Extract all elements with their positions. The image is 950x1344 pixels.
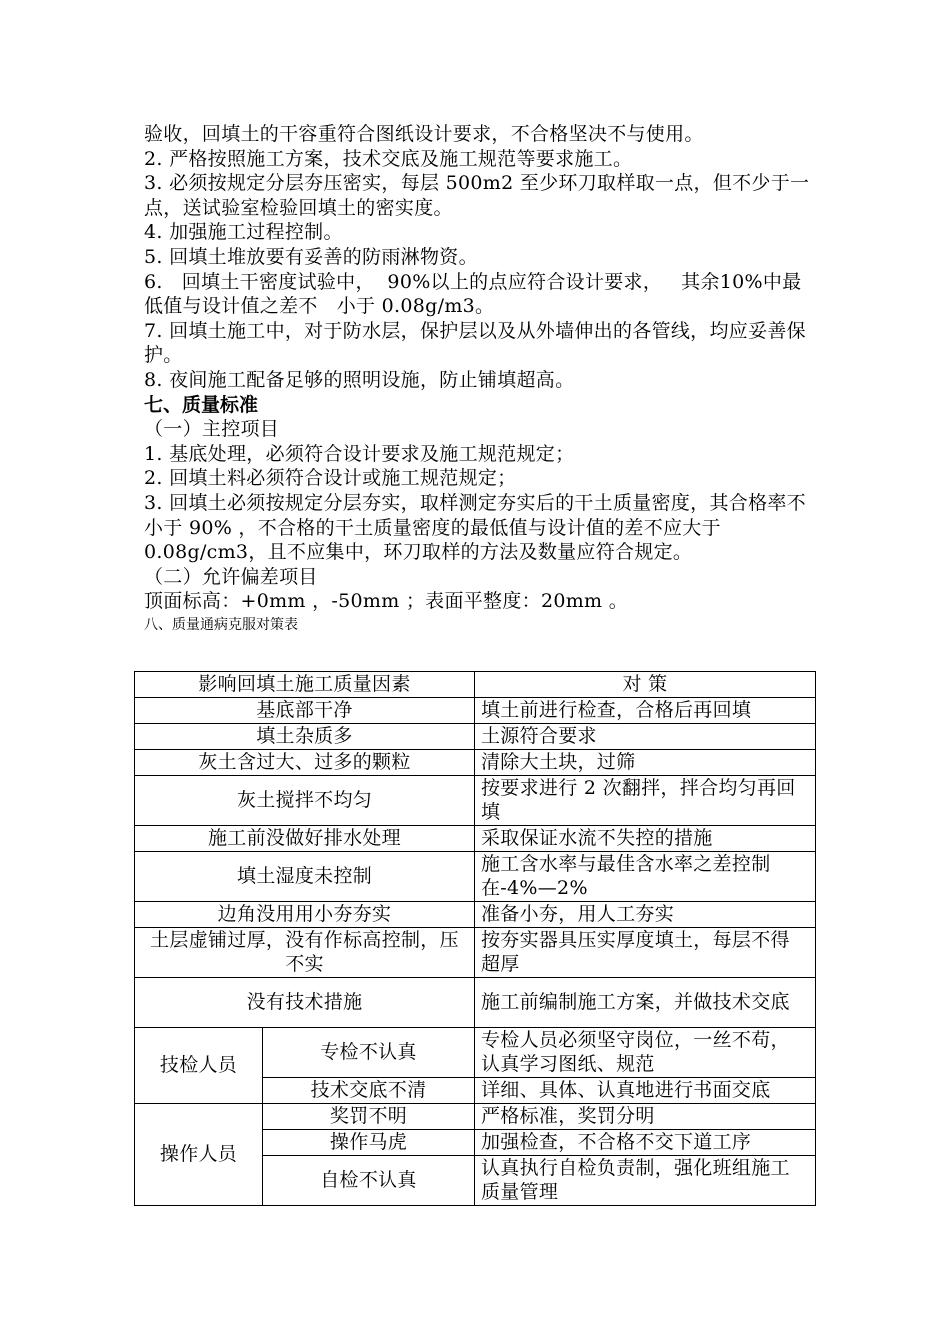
measure-cell: 严格标准，奖罚分明 — [475, 1104, 816, 1130]
paragraph: 2. 严格按照施工方案，技术交底及施工规范等要求施工。 — [144, 147, 633, 170]
factor-cell: 技术交底不清 — [263, 1078, 475, 1104]
factor-cell: 操作马虎 — [263, 1130, 475, 1156]
measure-cell: 专检人员必须坚守岗位，一丝不苟，认真学习图纸、规范 — [475, 1028, 816, 1078]
paragraph: 3. 必须按规定分层夯压密实，每层 500m2 至少环刀取样取一点，但不少于一点，送试验室检验回填土的密实度。 — [144, 172, 810, 219]
measure-cell: 按夯实器具压实厚度填土，每层不得超厚 — [475, 928, 816, 978]
measure-cell: 施工含水率与最佳含水率之差控制在-4%—2% — [475, 852, 816, 902]
header-measure: 对 策 — [475, 672, 816, 698]
subsection-heading: （一）主控项目 — [144, 418, 280, 441]
factor-cell: 专检不认真 — [263, 1028, 475, 1078]
paragraph: 7. 回填土施工中，对于防水层，保护层以及从外墙伸出的各管线，均应妥善保护。 — [144, 319, 806, 367]
table-header-row — [135, 672, 816, 698]
table-row — [135, 724, 816, 750]
subsection-heading: （二）允许偏差项目 — [144, 565, 318, 588]
measure-cell: 按要求进行 2 次翻拌，拌合均匀再回填 — [475, 776, 816, 826]
factor-cell: 土层虚铺过厚，没有作标高控制，压不实 — [135, 928, 475, 978]
header-factor: 影响回填土施工质量因素 — [135, 672, 475, 698]
table-caption: 八、质量通病克服对策表 — [144, 616, 298, 633]
measure-cell: 土源符合要求 — [475, 724, 816, 750]
measure-cell: 施工前编制施工方案，并做技术交底 — [475, 978, 816, 1028]
countermeasure-table — [134, 671, 816, 1206]
paragraph: 顶面标高：+0mm ，-50mm ；表面平整度：20mm 。 — [144, 590, 629, 613]
factor-cell: 奖罚不明 — [263, 1104, 475, 1130]
table-row — [135, 750, 816, 776]
factor-cell: 施工前没做好排水处理 — [135, 826, 475, 852]
measure-cell: 认真执行自检负责制，强化班组施工质量管理 — [475, 1156, 816, 1206]
table-row — [135, 1104, 816, 1130]
measure-cell: 详细、具体、认真地进行书面交底 — [475, 1078, 816, 1104]
document-body — [144, 122, 814, 636]
paragraph: 5. 回填土堆放要有妥善的防雨淋物资。 — [144, 245, 478, 268]
factor-cell: 填土杂质多 — [135, 724, 475, 750]
table-row — [135, 776, 816, 826]
measure-cell: 填土前进行检查，合格后再回填 — [475, 698, 816, 724]
paragraph: 8. 夜间施工配备足够的照明设施，防止铺填超高。 — [144, 368, 575, 391]
factor-cell: 自检不认真 — [263, 1156, 475, 1206]
paragraph: 3. 回填土必须按规定分层夯实，取样测定夯实后的干土质量密度，其合格率不小于 90% ，不合格的干土质量密度的最低值与设计值的差不应大于 0.08g/cm3，且不应集中，环刀取样的方法及数量应符合规定。 — [144, 491, 806, 564]
paragraph: 2. 回填土料必须符合设计或施工规范规定； — [144, 467, 517, 490]
table-row — [135, 902, 816, 928]
paragraph: 验收，回填土的干容重符合图纸设计要求，不合格坚决不与使用。 — [144, 123, 704, 145]
table-row — [135, 826, 816, 852]
table-row — [135, 698, 816, 724]
factor-cell: 边角没用用小夯夯实 — [135, 902, 475, 928]
table-row — [135, 1028, 816, 1078]
section-heading: 七、质量标准 — [144, 393, 259, 416]
measure-cell: 清除大土块，过筛 — [475, 750, 816, 776]
table-row — [135, 852, 816, 902]
measure-cell: 加强检查，不合格不交下道工序 — [475, 1130, 816, 1156]
factor-cell: 填土湿度未控制 — [135, 852, 475, 902]
paragraph: 6. 回填土干密度试验中， 90%以上的点应符合设计要求， 其余10%中最低值与设计值之差不 小于 0.08g/m3。 — [144, 270, 802, 318]
paragraph: 1. 基底处理，必须符合设计要求及施工规范规定； — [144, 442, 575, 465]
table-row — [135, 978, 816, 1028]
group-cell: 操作人员 — [135, 1104, 263, 1206]
measure-cell: 准备小夯，用人工夯实 — [475, 902, 816, 928]
factor-cell: 灰土含过大、过多的颗粒 — [135, 750, 475, 776]
measure-cell: 采取保证水流不失控的措施 — [475, 826, 816, 852]
factor-cell: 没有技术措施 — [135, 978, 475, 1028]
factor-cell: 灰土搅拌不均匀 — [135, 776, 475, 826]
table-row — [135, 928, 816, 978]
paragraph: 4. 加强施工过程控制。 — [144, 221, 343, 244]
factor-cell: 基底部干净 — [135, 698, 475, 724]
group-cell: 技检人员 — [135, 1028, 263, 1104]
